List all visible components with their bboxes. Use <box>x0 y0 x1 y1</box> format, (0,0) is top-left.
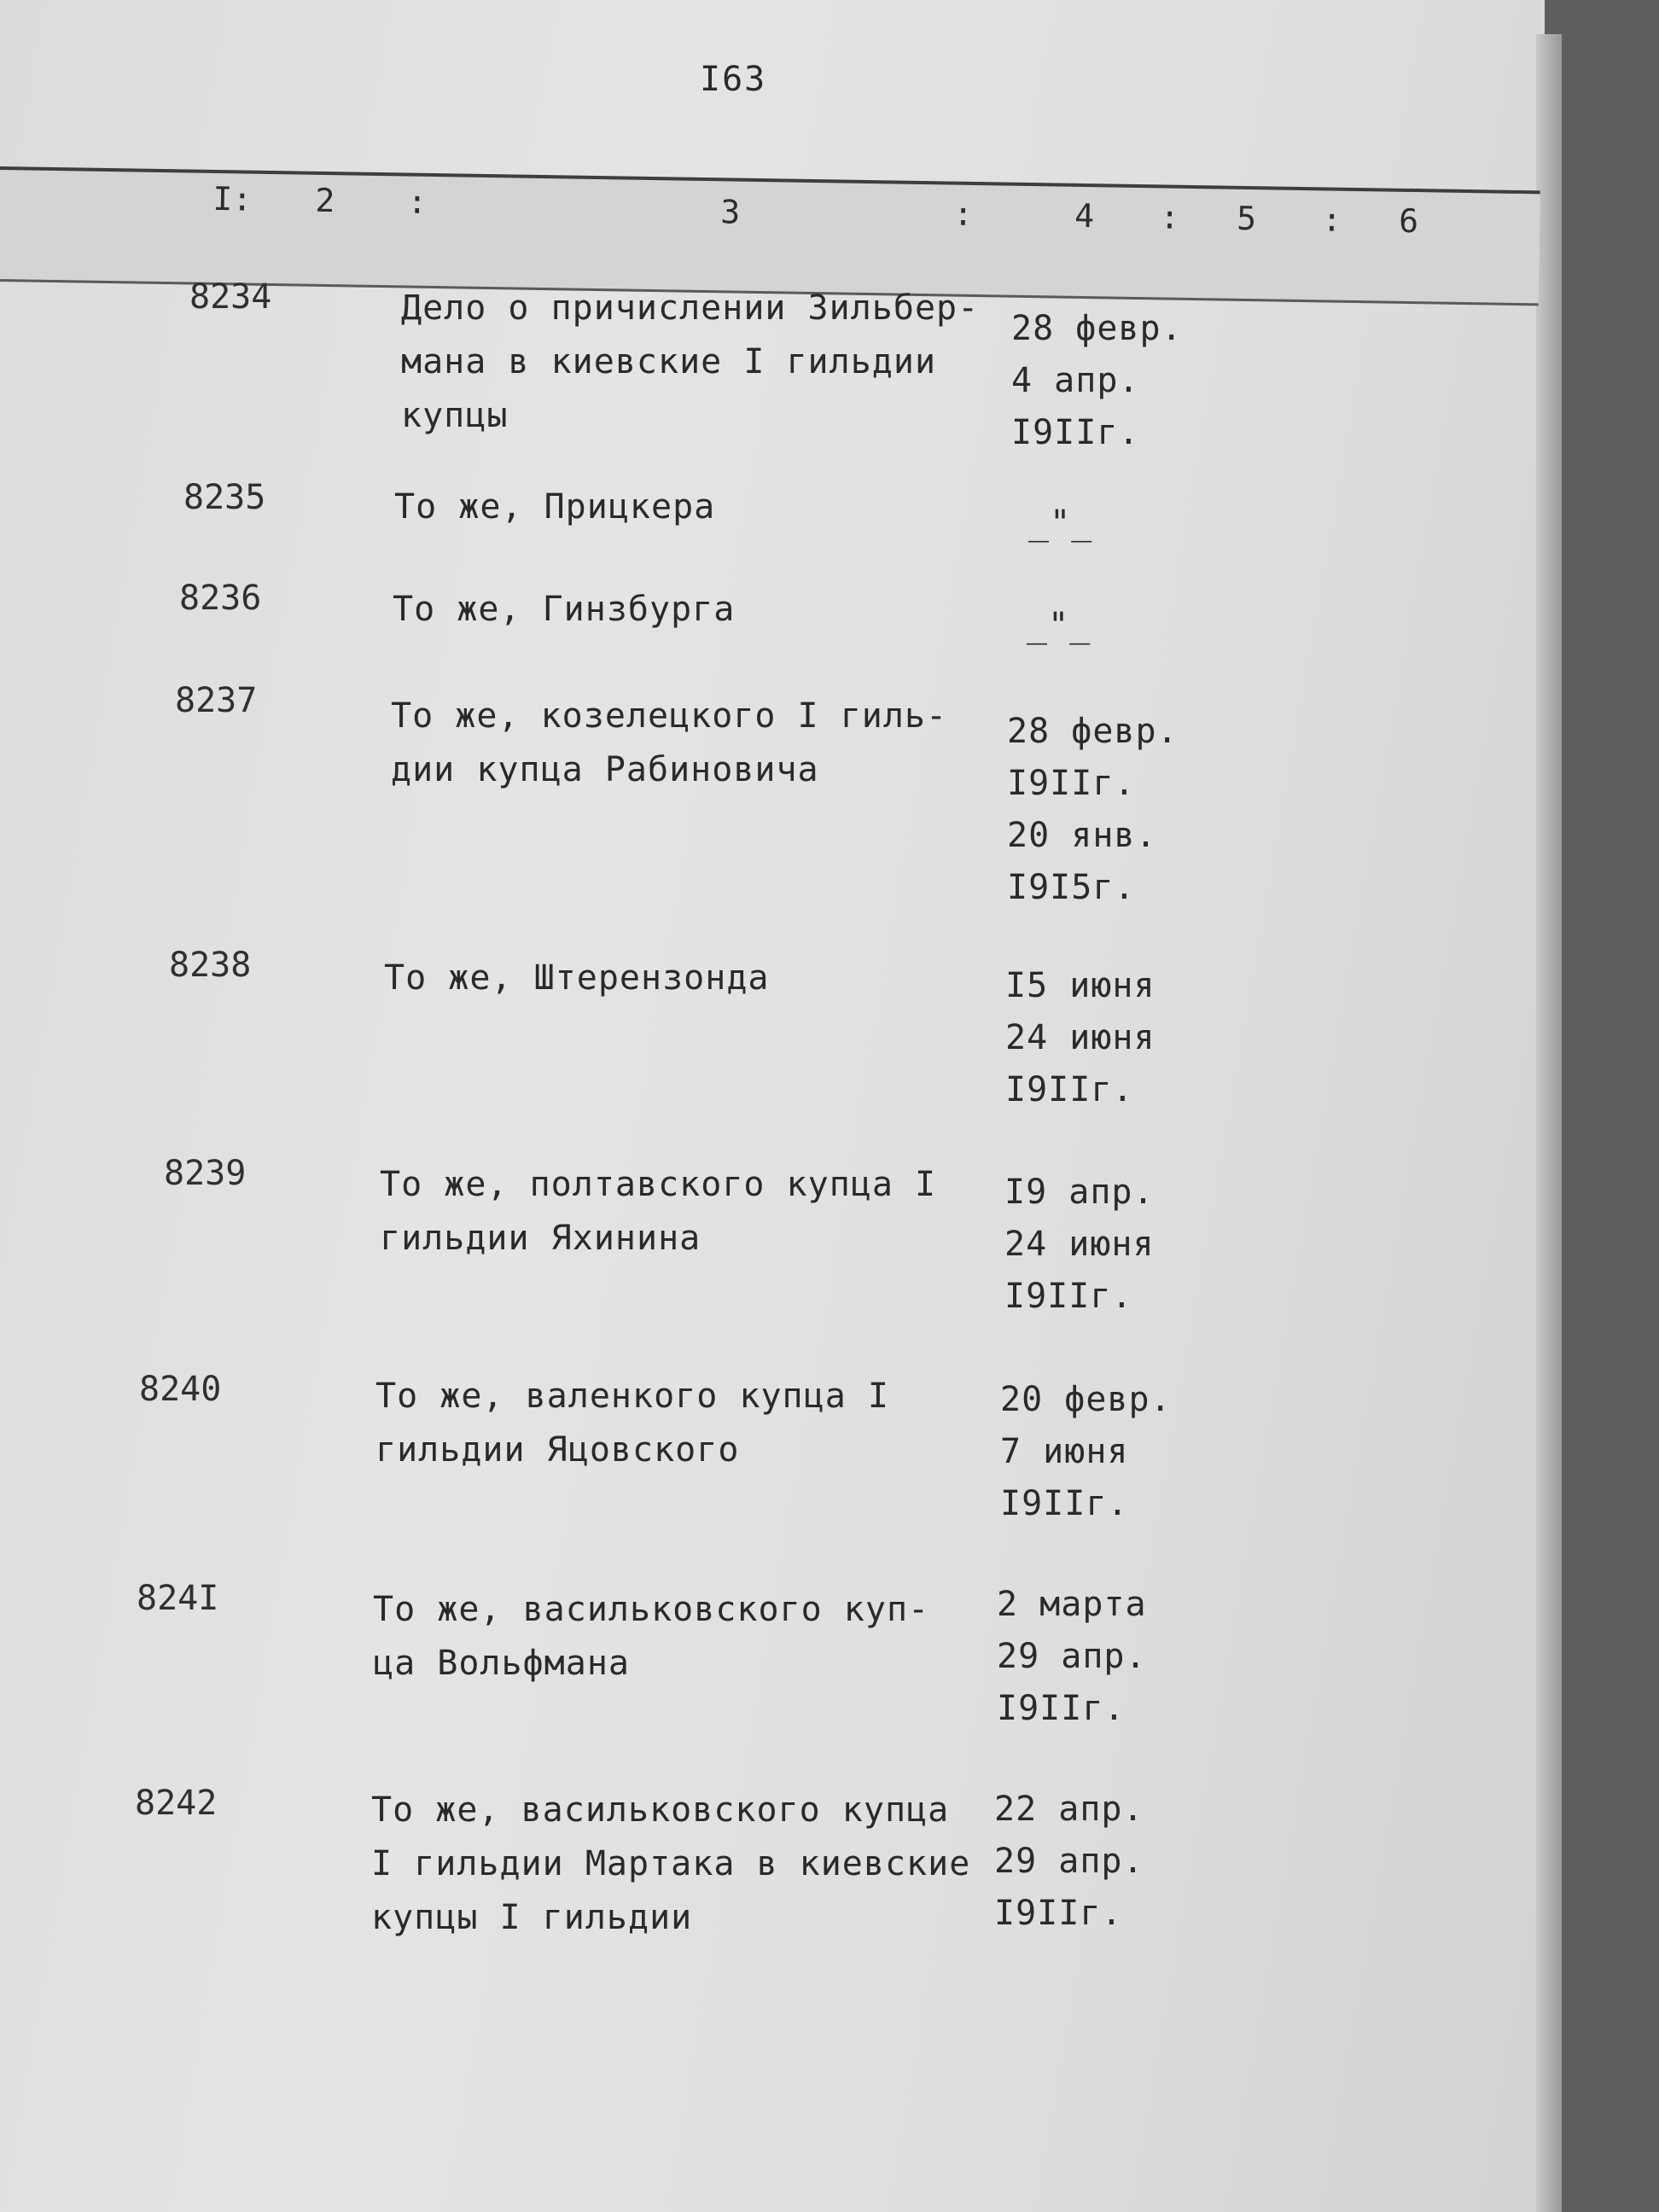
entry-description: То же, Прицкера <box>394 487 716 527</box>
entry-description: То же, козелецкого I гиль- дии купца Рабиновича <box>391 696 948 789</box>
entry-number: 8239 <box>164 1154 247 1193</box>
entry-number: 8234 <box>189 277 272 317</box>
entry-description: То же, васильковского купца I гильдии Мартака в киевские купцы I гильдии <box>371 1790 971 1937</box>
entry-dates: I9 апр. 24 июня I9IIг. <box>1004 1173 1155 1316</box>
column-header-3: 3 <box>719 193 741 231</box>
entry-dates: 22 апр. 29 апр. I9IIг. <box>994 1790 1144 1933</box>
entry-description: Дело о причислении Зильбер- мана в киевские I гильдии купцы <box>401 288 980 435</box>
column-separator: : <box>952 195 974 233</box>
column-header-5: 5 <box>1236 199 1257 238</box>
entry-number: 8237 <box>175 681 258 720</box>
column-separator: : <box>407 183 428 221</box>
entry-dates: 2 марта 29 апр. I9IIг. <box>997 1585 1147 1728</box>
entry-dates: _"_ <box>1028 504 1093 543</box>
entry-description: То же, Штерензонда <box>384 958 770 998</box>
entry-description: То же, васильковского куп- ца Вольфмана <box>373 1590 930 1683</box>
column-separator: : <box>1159 198 1180 236</box>
entry-number: 8235 <box>183 478 266 517</box>
entry-number: 824I <box>137 1579 219 1618</box>
entry-number: 8242 <box>135 1784 218 1823</box>
entry-number: 8240 <box>139 1370 222 1409</box>
entry-number: 8238 <box>169 946 252 985</box>
entry-dates: _"_ <box>1027 606 1091 645</box>
column-header-2: 2 <box>315 181 335 220</box>
entry-dates: I5 июня 24 июня I9IIг. <box>1005 966 1155 1109</box>
column-separator: : <box>1321 201 1342 239</box>
column-header-6: 6 <box>1398 201 1419 241</box>
entry-dates: 28 февр. I9IIг. 20 янв. I9I5г. <box>1007 712 1179 907</box>
column-header-1: I: <box>212 179 253 218</box>
page-edge-shadow <box>1536 34 1562 2212</box>
entry-dates: 28 февр. 4 апр. I9IIг. <box>1011 309 1183 452</box>
page-number: I63 <box>700 60 767 99</box>
column-header-4: 4 <box>1074 196 1095 236</box>
entry-description: То же, валенкого купца I гильдии Яцовского <box>375 1377 889 1470</box>
entry-description: То же, Гинзбурга <box>393 590 736 629</box>
entry-dates: 20 февр. 7 июня I9IIг. <box>1000 1380 1172 1523</box>
entry-number: 8236 <box>179 579 262 618</box>
entry-description: То же, полтавского купца I гильдии Яхинина <box>380 1165 937 1258</box>
